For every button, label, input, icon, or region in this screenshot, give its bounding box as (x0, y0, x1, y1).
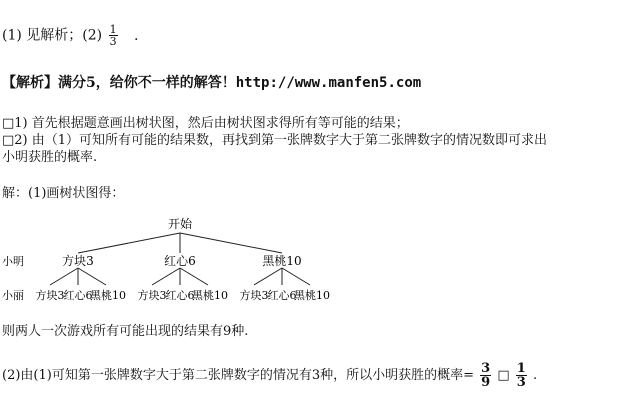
part2-fraction-1-numerator: 3 (481, 361, 491, 376)
answer-fraction-numerator: 1 (109, 23, 117, 36)
solution-intro: 解：(1)画树状图得： (2, 186, 125, 201)
tree-node-l2-2-1: 红心6 (267, 289, 297, 302)
tree-node-l1-0: 方块3 (62, 254, 94, 268)
tree-level1-label: 小明 (2, 255, 24, 268)
edge-0-0 (50, 268, 78, 285)
analysis-slogan: 满分5，给你不一样的解答！ (58, 75, 236, 91)
answer-fraction-denominator: 3 (109, 35, 117, 48)
edge-2-0 (254, 268, 282, 285)
part2-fraction-1 (480, 362, 491, 389)
answer-tail: . (134, 27, 139, 44)
tree-node-l1-1: 红心6 (164, 254, 196, 268)
part2-fraction-2 (516, 362, 527, 389)
tree-node-l1-2: 黑桃10 (262, 254, 302, 268)
analysis-url: http://www.manfen5.com (235, 75, 422, 91)
part2-between: □ (497, 368, 510, 383)
analysis-header (2, 72, 421, 92)
part2-line (2, 362, 537, 389)
tree-root: 开始 (167, 217, 193, 231)
edge-2-2 (282, 268, 310, 285)
tree-node-l2-2-0: 方块3 (239, 289, 269, 302)
edge-root-2 (180, 233, 282, 253)
tree-node-l2-1-2: 黑桃10 (192, 289, 228, 302)
analysis-label: 【解析】 (2, 75, 58, 91)
tree-level2-label: 小丽 (2, 289, 24, 302)
tree-node-l2-0-0: 方块3 (35, 289, 65, 302)
tree-level2-nodes (36, 288, 331, 302)
part2-tail: . (532, 368, 538, 383)
hint-line-2: □2) 由（1）可知所有可能的结果数，再找到第一张牌数字大于第二张牌数字的情况数即可求出 (2, 133, 548, 148)
part2-text: (2)由(1)可知第一张牌数字大于第二张牌数字的情况有3种，所以小明获胜的概率= (2, 368, 474, 383)
answer-line (2, 24, 138, 47)
edge-0-2 (78, 268, 106, 285)
answer-part1: (1) 见解析；(2) (2, 27, 103, 44)
part2-fraction-2-numerator: 1 (516, 361, 526, 376)
edge-root-0 (78, 233, 180, 253)
edge-1-2 (180, 268, 208, 285)
tree-node-l2-1-0: 方块3 (137, 289, 167, 302)
tree-node-l2-0-1: 红心6 (63, 289, 93, 302)
edge-1-0 (152, 268, 180, 285)
result-line: 则两人一次游戏所有可能出现的结果有9种. (2, 324, 249, 339)
tree-diagram (0, 215, 360, 310)
tree-node-l2-2-2: 黑桃10 (294, 289, 330, 302)
hint-line-1: □1) 首先根据题意画出树状图，然后由树状图求得所有等可能的结果； (2, 116, 409, 131)
answer-fraction (109, 24, 118, 47)
tree-node-l2-1-1: 红心6 (165, 289, 195, 302)
part2-fraction-1-denominator: 9 (481, 375, 491, 390)
part2-fraction-2-denominator: 3 (516, 375, 526, 390)
tree-node-l2-0-2: 黑桃10 (90, 289, 126, 302)
hint-line-3: 小明获胜的概率. (2, 150, 98, 165)
